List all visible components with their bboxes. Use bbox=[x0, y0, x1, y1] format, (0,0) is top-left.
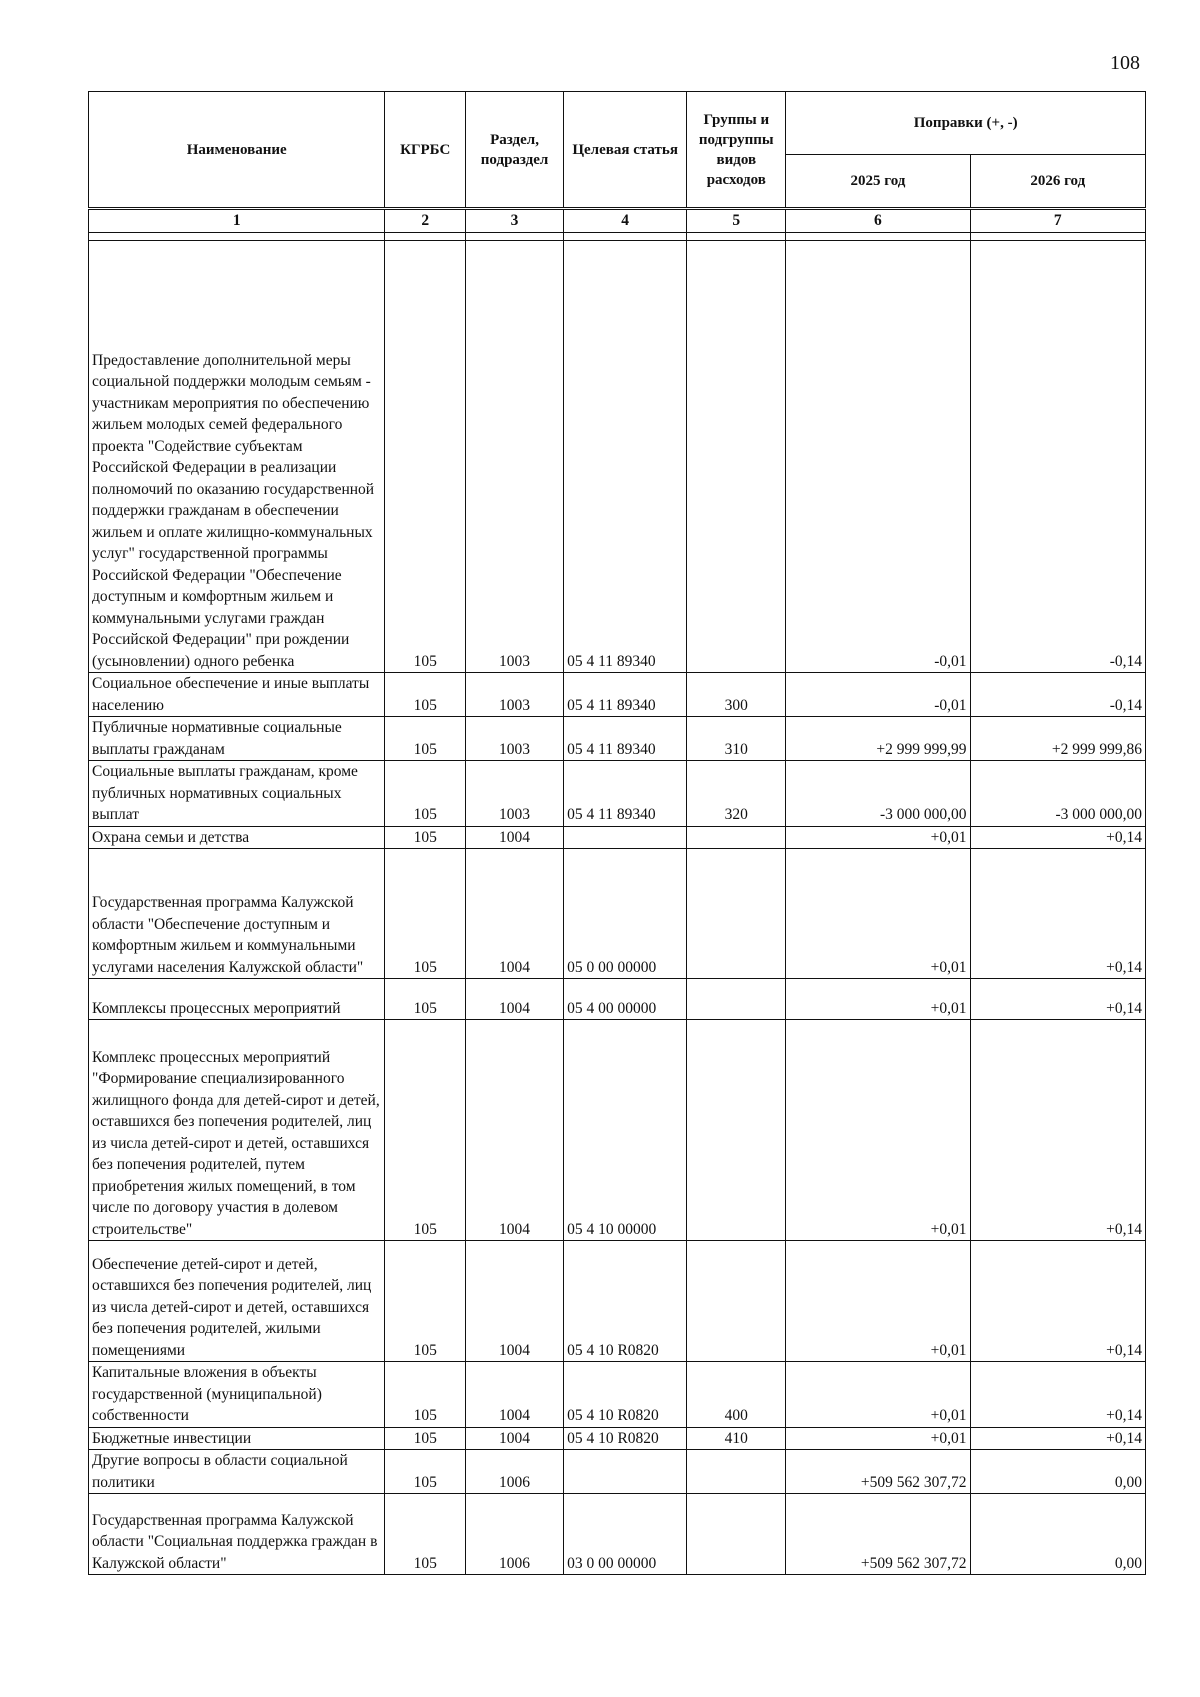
column-number: 3 bbox=[466, 209, 564, 233]
column-number: 2 bbox=[385, 209, 466, 233]
row-kgrbs: 105 bbox=[385, 1020, 466, 1241]
row-expense-group: 320 bbox=[687, 761, 786, 827]
column-number: 5 bbox=[687, 209, 786, 233]
row-section: 1004 bbox=[466, 826, 564, 849]
row-amount-2025: +509 562 307,72 bbox=[786, 1494, 970, 1575]
row-name: Комплекс процессных мероприятий "Формирование специализированного жилищного фонда для детей-сирот и детей, оставшихся без попечения родителей, лиц из числа детей-сирот и детей, оставшихся без попечения родителей, путем приобретения жилых помещений, в том числе по договору участия в долевом строительстве" bbox=[89, 1020, 385, 1241]
row-section: 1006 bbox=[466, 1494, 564, 1575]
row-amount-2025: +2 999 999,99 bbox=[786, 717, 970, 761]
table-row bbox=[89, 826, 1146, 849]
row-amount-2025: -0,01 bbox=[786, 241, 970, 673]
header-year-2025: 2025 год bbox=[786, 155, 970, 209]
row-amount-2026: +0,14 bbox=[970, 1241, 1146, 1362]
row-target-article: 05 4 11 89340 bbox=[564, 717, 687, 761]
row-section: 1003 bbox=[466, 761, 564, 827]
table-row bbox=[89, 849, 1146, 979]
row-expense-group bbox=[687, 1241, 786, 1362]
row-amount-2026: -0,14 bbox=[970, 241, 1146, 673]
row-section: 1004 bbox=[466, 1241, 564, 1362]
row-name: Капитальные вложения в объекты государственной (муниципальной) собственности bbox=[89, 1362, 385, 1428]
header-expense-groups: Группы и подгруппы видов расходов bbox=[687, 92, 786, 209]
row-target-article: 03 0 00 00000 bbox=[564, 1494, 687, 1575]
row-section: 1003 bbox=[466, 241, 564, 673]
row-name: Обеспечение детей-сирот и детей, оставшихся без попечения родителей, лиц из числа детей-сирот и детей, оставшихся без попечения родителей, жилыми помещениями bbox=[89, 1241, 385, 1362]
row-kgrbs: 105 bbox=[385, 717, 466, 761]
table-row bbox=[89, 1427, 1146, 1450]
row-kgrbs: 105 bbox=[385, 826, 466, 849]
row-expense-group bbox=[687, 1450, 786, 1494]
page-number: 108 bbox=[1110, 52, 1140, 74]
header-section: Раздел, подраздел bbox=[466, 92, 564, 209]
header-year-2026: 2026 год bbox=[970, 155, 1146, 209]
row-name: Предоставление дополнительной меры социальной поддержки молодым семьям - участникам мероприятия по обеспечению жильем молодых семей федерального проекта "Содействие субъектам Российской Федерации в реализации полномочий по оказанию государственной поддержки гражданам в обеспечении жильем и оплате жилищно-коммунальных услуг" государственной программы Российской Федерации "Обеспечение доступным и комфортным жильем и коммунальными услугами граждан Российской Федерации" при рождении (усыновлении) одного ребенка bbox=[89, 241, 385, 673]
row-expense-group bbox=[687, 849, 786, 979]
table-body bbox=[89, 241, 1146, 1575]
row-kgrbs: 105 bbox=[385, 849, 466, 979]
row-section: 1004 bbox=[466, 979, 564, 1020]
column-number: 7 bbox=[970, 209, 1146, 233]
row-amount-2025: +0,01 bbox=[786, 826, 970, 849]
header-target-article: Целевая статья bbox=[564, 92, 687, 209]
row-amount-2026: +2 999 999,86 bbox=[970, 717, 1146, 761]
row-section: 1006 bbox=[466, 1450, 564, 1494]
row-section: 1004 bbox=[466, 1427, 564, 1450]
row-target-article bbox=[564, 1450, 687, 1494]
row-name: Комплексы процессных мероприятий bbox=[89, 979, 385, 1020]
row-name: Публичные нормативные социальные выплаты гражданам bbox=[89, 717, 385, 761]
row-expense-group bbox=[687, 1494, 786, 1575]
row-amount-2026: -0,14 bbox=[970, 673, 1146, 717]
row-name: Государственная программа Калужской области "Обеспечение доступным и комфортным жильем и коммунальными услугами населения Калужской области" bbox=[89, 849, 385, 979]
row-kgrbs: 105 bbox=[385, 979, 466, 1020]
row-name: Государственная программа Калужской области "Социальная поддержка граждан в Калужской области" bbox=[89, 1494, 385, 1575]
row-section: 1003 bbox=[466, 673, 564, 717]
row-expense-group: 300 bbox=[687, 673, 786, 717]
header-amendments: Поправки (+, -) bbox=[786, 92, 1146, 155]
table-row bbox=[89, 1020, 1146, 1241]
row-name: Бюджетные инвестиции bbox=[89, 1427, 385, 1450]
table-row bbox=[89, 1362, 1146, 1428]
row-amount-2025: +0,01 bbox=[786, 1020, 970, 1241]
row-kgrbs: 105 bbox=[385, 1494, 466, 1575]
row-kgrbs: 105 bbox=[385, 241, 466, 673]
row-target-article: 05 4 00 00000 bbox=[564, 979, 687, 1020]
row-amount-2026: +0,14 bbox=[970, 849, 1146, 979]
row-kgrbs: 105 bbox=[385, 1450, 466, 1494]
table-row bbox=[89, 717, 1146, 761]
table-row bbox=[89, 673, 1146, 717]
row-expense-group bbox=[687, 826, 786, 849]
row-section: 1004 bbox=[466, 1362, 564, 1428]
row-target-article: 05 4 11 89340 bbox=[564, 673, 687, 717]
row-name: Социальное обеспечение и иные выплаты населению bbox=[89, 673, 385, 717]
row-target-article: 05 4 10 R0820 bbox=[564, 1241, 687, 1362]
table-row bbox=[89, 1450, 1146, 1494]
row-amount-2026: +0,14 bbox=[970, 1362, 1146, 1428]
row-target-article: 05 4 10 00000 bbox=[564, 1020, 687, 1241]
row-amount-2025: +0,01 bbox=[786, 1427, 970, 1450]
row-expense-group bbox=[687, 979, 786, 1020]
table-row bbox=[89, 979, 1146, 1020]
row-expense-group: 310 bbox=[687, 717, 786, 761]
header-kgrbs: КГРБС bbox=[385, 92, 466, 209]
row-amount-2026: +0,14 bbox=[970, 826, 1146, 849]
row-amount-2025: -0,01 bbox=[786, 673, 970, 717]
budget-amendments-table bbox=[88, 91, 1146, 1575]
row-amount-2026: 0,00 bbox=[970, 1450, 1146, 1494]
row-amount-2026: -3 000 000,00 bbox=[970, 761, 1146, 827]
row-name: Охрана семьи и детства bbox=[89, 826, 385, 849]
column-number: 4 bbox=[564, 209, 687, 233]
row-amount-2026: +0,14 bbox=[970, 1020, 1146, 1241]
row-target-article: 05 4 11 89340 bbox=[564, 241, 687, 673]
row-kgrbs: 105 bbox=[385, 1427, 466, 1450]
row-expense-group bbox=[687, 241, 786, 673]
row-kgrbs: 105 bbox=[385, 1362, 466, 1428]
column-number: 6 bbox=[786, 209, 970, 233]
row-target-article: 05 4 10 R0820 bbox=[564, 1427, 687, 1450]
row-kgrbs: 105 bbox=[385, 673, 466, 717]
table-row bbox=[89, 1241, 1146, 1362]
table-row bbox=[89, 761, 1146, 827]
row-name: Социальные выплаты гражданам, кроме публичных нормативных социальных выплат bbox=[89, 761, 385, 827]
row-section: 1004 bbox=[466, 1020, 564, 1241]
row-section: 1003 bbox=[466, 717, 564, 761]
row-amount-2026: 0,00 bbox=[970, 1494, 1146, 1575]
row-amount-2025: +0,01 bbox=[786, 1241, 970, 1362]
row-amount-2025: +509 562 307,72 bbox=[786, 1450, 970, 1494]
row-amount-2025: +0,01 bbox=[786, 849, 970, 979]
row-amount-2025: -3 000 000,00 bbox=[786, 761, 970, 827]
table-row bbox=[89, 241, 1146, 673]
row-target-article bbox=[564, 826, 687, 849]
row-kgrbs: 105 bbox=[385, 761, 466, 827]
row-expense-group: 400 bbox=[687, 1362, 786, 1428]
row-amount-2025: +0,01 bbox=[786, 979, 970, 1020]
row-target-article: 05 4 10 R0820 bbox=[564, 1362, 687, 1428]
row-amount-2026: +0,14 bbox=[970, 979, 1146, 1020]
row-target-article: 05 0 00 00000 bbox=[564, 849, 687, 979]
row-target-article: 05 4 11 89340 bbox=[564, 761, 687, 827]
row-name: Другие вопросы в области социальной политики bbox=[89, 1450, 385, 1494]
table-row bbox=[89, 1494, 1146, 1575]
header-name: Наименование bbox=[89, 92, 385, 209]
row-expense-group bbox=[687, 1020, 786, 1241]
row-amount-2025: +0,01 bbox=[786, 1362, 970, 1428]
row-kgrbs: 105 bbox=[385, 1241, 466, 1362]
column-number: 1 bbox=[89, 209, 385, 233]
row-amount-2026: +0,14 bbox=[970, 1427, 1146, 1450]
row-section: 1004 bbox=[466, 849, 564, 979]
row-expense-group: 410 bbox=[687, 1427, 786, 1450]
